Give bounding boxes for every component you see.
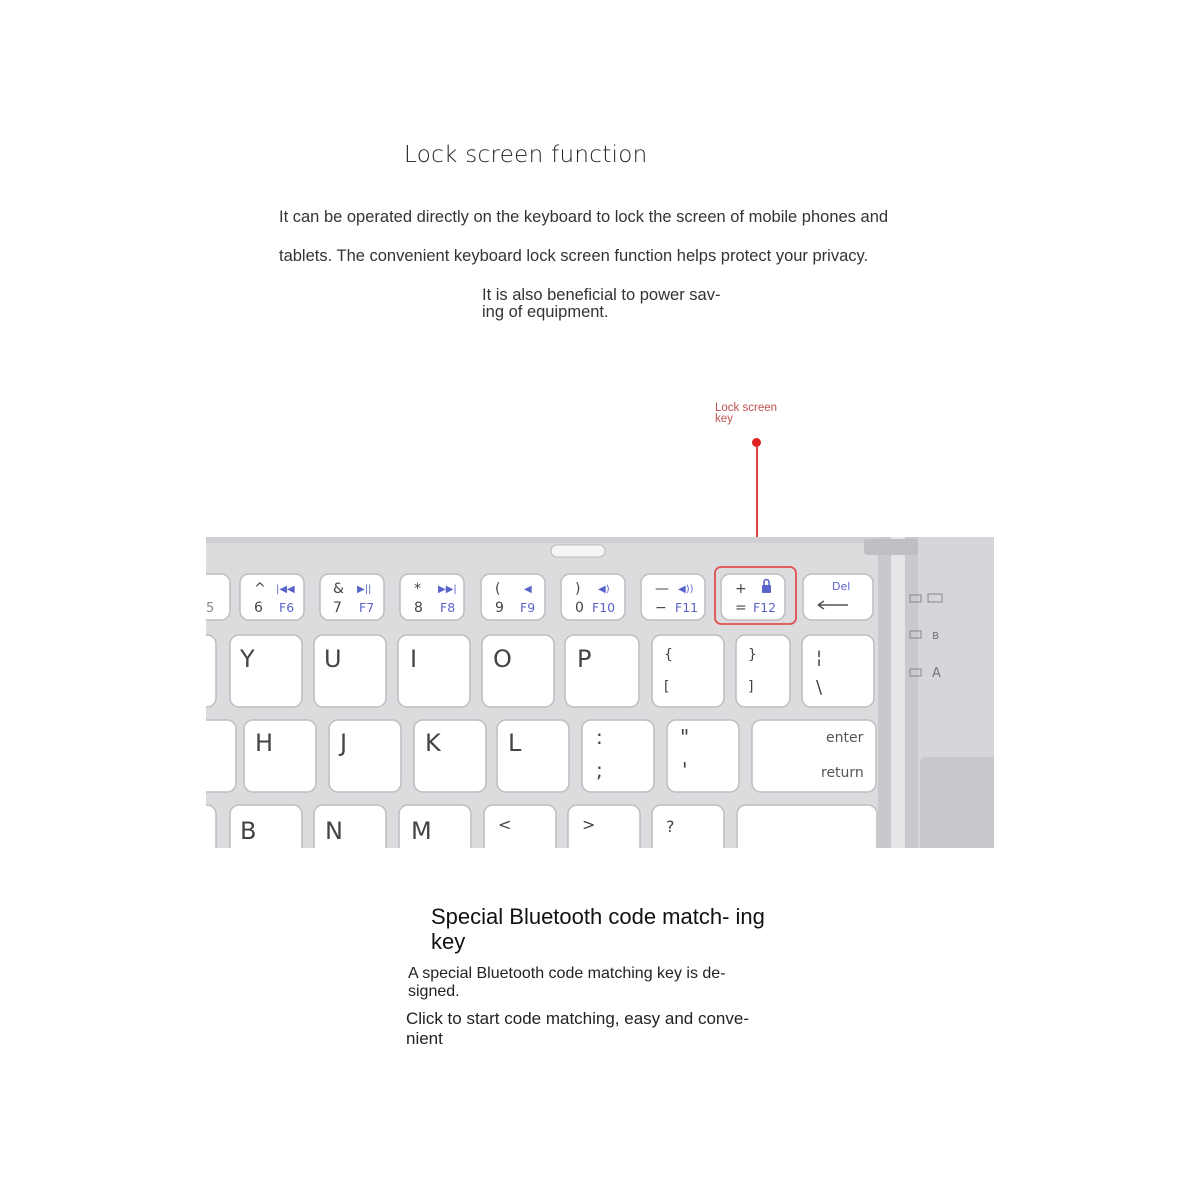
svg-text:(: ( xyxy=(495,581,501,597)
svg-text:L: L xyxy=(508,729,522,757)
lock-screen-key-callout: Lock screen key xyxy=(715,402,778,425)
svg-text:K: K xyxy=(425,729,441,757)
svg-text:?: ? xyxy=(666,817,675,836)
svg-text:◀)): ◀)) xyxy=(678,584,694,595)
svg-text:F10: F10 xyxy=(592,600,616,615)
svg-text:F9: F9 xyxy=(520,600,536,615)
svg-text:;: ; xyxy=(596,758,603,782)
svg-text:^: ^ xyxy=(254,581,266,597)
svg-text:F7: F7 xyxy=(359,600,375,615)
enter-label: enter xyxy=(826,730,864,746)
svg-text:M: M xyxy=(411,817,432,845)
svg-text:F11: F11 xyxy=(675,600,699,615)
svg-text:P: P xyxy=(577,645,592,673)
svg-text:F6: F6 xyxy=(279,600,295,615)
svg-text:ʙ: ʙ xyxy=(932,628,939,642)
svg-text:[: [ xyxy=(664,679,670,695)
svg-text:U: U xyxy=(324,645,342,673)
description-line-1: It can be operated directly on the keyboard to lock the screen of mobile phones and xyxy=(279,208,889,226)
svg-text:8: 8 xyxy=(414,600,423,616)
svg-text:F12: F12 xyxy=(753,600,777,615)
section-title-bluetooth: Special Bluetooth code match- ing key xyxy=(431,904,765,954)
svg-text:{: { xyxy=(664,647,673,663)
svg-text:<: < xyxy=(498,815,512,834)
svg-text:N: N xyxy=(325,817,343,845)
svg-text:▶||: ▶|| xyxy=(357,584,372,595)
section-title-lock-screen: Lock screen function xyxy=(404,142,648,168)
svg-text:6: 6 xyxy=(254,600,263,616)
svg-text:): ) xyxy=(575,581,581,597)
svg-text:*: * xyxy=(414,581,421,597)
svg-text:H: H xyxy=(255,729,274,757)
svg-text:=: = xyxy=(735,600,747,616)
svg-text:5: 5 xyxy=(206,601,215,616)
svg-text:−: − xyxy=(655,600,667,616)
svg-text:7: 7 xyxy=(333,600,342,616)
svg-text:+: + xyxy=(735,581,747,597)
svg-text:}: } xyxy=(748,647,757,663)
svg-text:O: O xyxy=(493,645,512,673)
svg-text:Y: Y xyxy=(240,645,255,673)
svg-text:I: I xyxy=(410,645,418,673)
svg-text:": " xyxy=(680,725,690,749)
description-line-2: tablets. The convenient keyboard lock screen function helps protect your privacy. xyxy=(279,247,869,265)
svg-text:—: — xyxy=(655,581,669,597)
svg-text:\: \ xyxy=(816,677,823,698)
svg-text:0: 0 xyxy=(575,600,584,616)
svg-text:Del: Del xyxy=(832,580,851,593)
description-line-3: It is also beneficial to power sav- ing of equipment. xyxy=(482,286,721,321)
svg-text:▶▶|: ▶▶| xyxy=(438,584,457,595)
svg-text:◀: ◀ xyxy=(524,584,532,595)
bluetooth-description-2: Click to start code matching, easy and conve- nient xyxy=(406,1009,749,1048)
bluetooth-description-1: A special Bluetooth code matching key is de- signed. xyxy=(408,965,726,1000)
svg-text::: : xyxy=(596,725,603,749)
keyboard-photo xyxy=(206,537,994,848)
svg-text:B: B xyxy=(240,817,257,845)
svg-text:]: ] xyxy=(748,679,754,695)
svg-text:>: > xyxy=(582,815,596,834)
svg-text:': ' xyxy=(682,758,688,782)
svg-text:&: & xyxy=(333,581,344,597)
svg-text:|◀◀: |◀◀ xyxy=(276,584,295,595)
indicator-letter: A xyxy=(932,666,941,681)
svg-text:9: 9 xyxy=(495,600,504,616)
svg-text:¦: ¦ xyxy=(816,647,823,668)
svg-text:◀): ◀) xyxy=(598,584,610,595)
return-label: return xyxy=(821,765,864,781)
svg-text:F8: F8 xyxy=(440,600,456,615)
svg-text:J: J xyxy=(340,729,348,757)
